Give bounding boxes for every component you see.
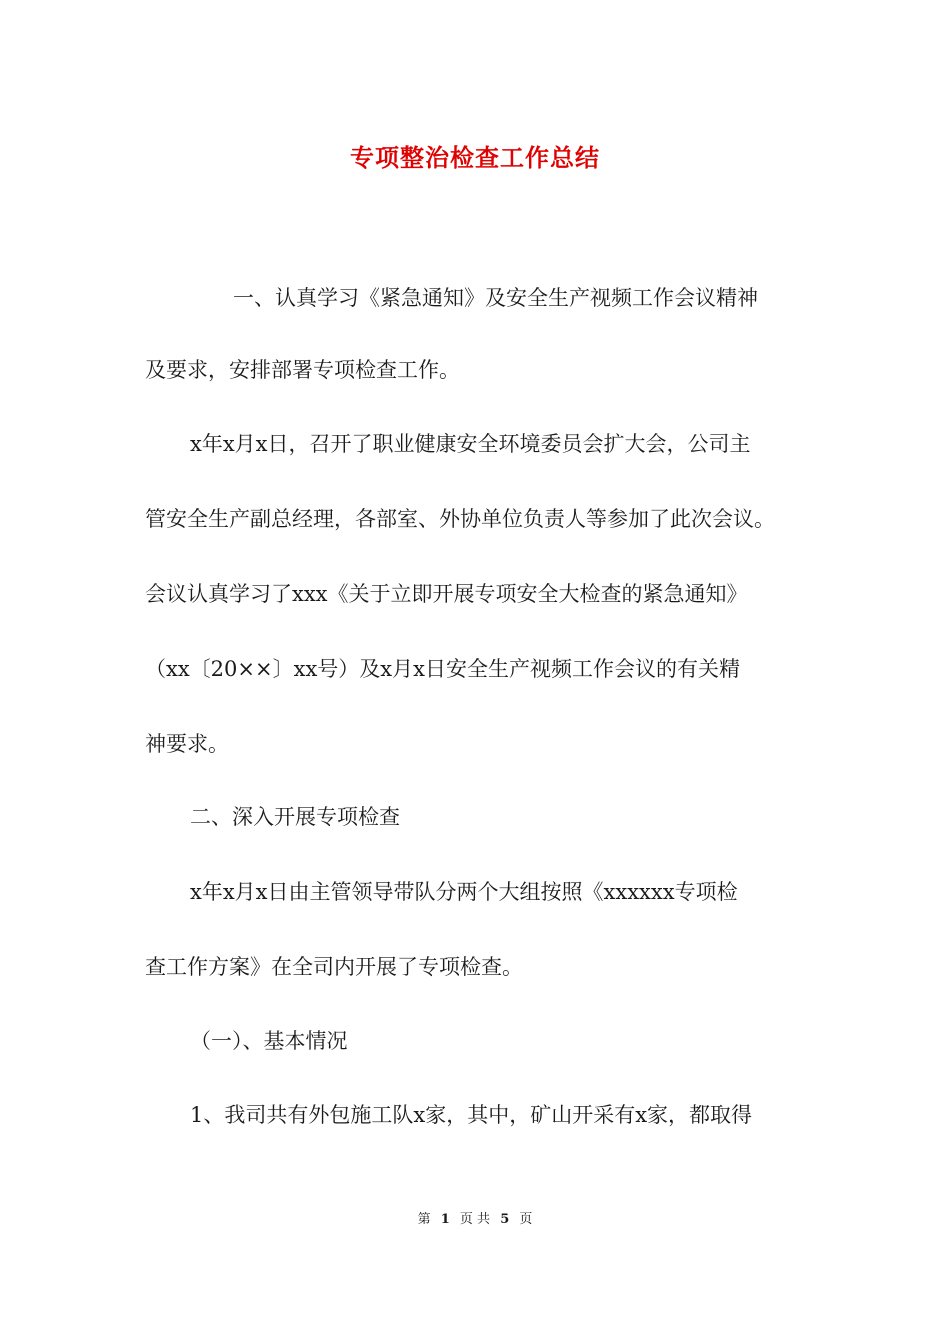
paragraph-line: 管安全生产副总经理，各部室、外协单位负责人等参加了此次会议。 — [145, 507, 775, 531]
footer-suffix: 页 — [519, 1212, 533, 1227]
paragraph-line: 1、我司共有外包施工队x家，其中，矿山开采有x家，都取得 — [190, 1103, 753, 1127]
paragraph-line: x年x月x日，召开了职业健康安全环境委员会扩大会，公司主 — [190, 432, 751, 456]
total-pages-number: 5 — [500, 1212, 510, 1227]
paragraph-line: （xx〔20××〕xx号）及x月x日安全生产视频工作会议的有关精 — [145, 657, 740, 681]
section-heading: 二、深入开展专项检查 — [190, 805, 400, 829]
paragraph-line: x年x月x日由主管领导带队分两个大组按照《xxxxxx专项检 — [190, 880, 738, 904]
footer-prefix: 第 — [417, 1212, 431, 1227]
paragraph-line: 一、认真学习《紧急通知》及安全生产视频工作会议精神 — [233, 286, 758, 310]
document-title: 专项整治检查工作总结 — [350, 143, 600, 172]
subsection-heading: （一）、基本情况 — [190, 1029, 348, 1053]
paragraph-line: 查工作方案》在全司内开展了专项检查。 — [145, 955, 523, 979]
page-footer — [0, 1208, 950, 1227]
paragraph-line: 会议认真学习了xxx《关于立即开展专项安全大检查的紧急通知》 — [145, 582, 748, 606]
paragraph-line: 及要求，安排部署专项检查工作。 — [145, 358, 460, 382]
paragraph-line: 神要求。 — [145, 732, 229, 756]
current-page-number: 1 — [440, 1212, 450, 1227]
footer-mid: 页 共 — [459, 1212, 491, 1227]
